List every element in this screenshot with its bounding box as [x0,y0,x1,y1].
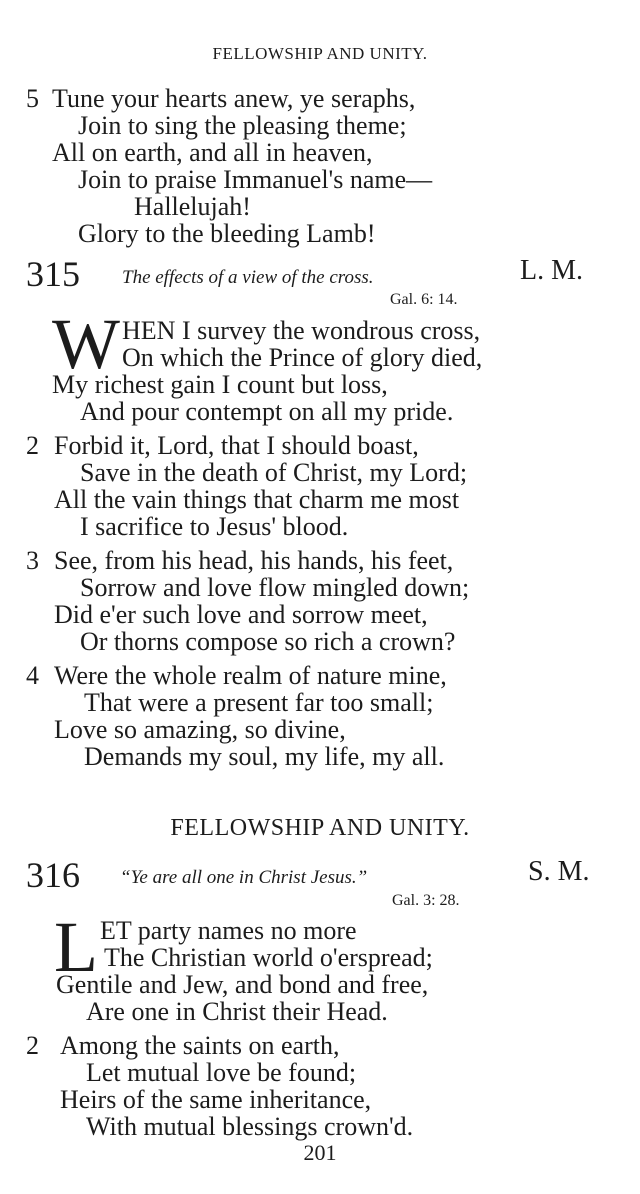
drop-cap: W [52,304,120,384]
verse-line: Among the saints on earth, [60,1031,340,1060]
verse-line: The Christian world o'erspread; [104,943,433,972]
verse-line: Heirs of the same inheritance, [60,1085,372,1114]
hymn-meter: L. M. [520,255,583,286]
verse-line: My richest gain I count but loss, [52,370,388,399]
verse-line: Join to praise Immanuel's name— [78,165,433,194]
section-heading: FELLOWSHIP AND UNITY. [170,815,470,841]
verse-line: Gentile and Jew, and bond and free, [56,970,429,999]
hymn-number: 315 [26,254,80,294]
hymn-number: 316 [26,855,80,895]
verse-line: Love so amazing, so divine, [54,715,346,744]
page-number: 201 [303,1140,337,1165]
verse-line: Sorrow and love flow mingled down; [80,573,470,602]
verse-line: Demands my soul, my life, my all. [84,742,445,771]
verse-line: Join to sing the pleasing theme; [78,111,407,140]
verse-line: Hallelujah! [134,192,251,221]
verse-line: Forbid it, Lord, that I should boast, [54,431,419,460]
verse-line: Were the whole realm of nature mine, [54,661,447,690]
stanza-number: 2 [26,431,39,460]
verse-line: With mutual blessings crown'd. [86,1112,414,1141]
verse-line-text: I survey the wondrous cross, [181,316,481,345]
verse-line: On which the Prince of glory died, [122,343,483,372]
stanza-number: 2 [26,1031,39,1060]
first-word: ET [100,916,132,945]
verse-line: I sacrifice to Jesus' blood. [80,512,349,541]
verse-line [122,316,480,346]
verse-line-text: party names no more [137,916,357,945]
hymn-subtitle: “Ye are all one in Christ Jesus.” [120,867,368,888]
drop-cap: L [54,907,98,987]
verse-line: All the vain things that charm me most [54,485,460,514]
stanza-number: 4 [26,661,39,690]
first-word: HEN [122,316,176,345]
verse-line: That were a present far too small; [84,688,434,717]
verse-line: Glory to the bleeding Lamb! [78,219,376,248]
verse-line: Save in the death of Christ, my Lord; [80,458,468,487]
verse-line: All on earth, and all in heaven, [52,138,373,167]
hymn-subtitle: The effects of a view of the cross. [122,267,374,288]
verse-line: Are one in Christ their Head. [86,997,388,1026]
running-head: FELLOWSHIP AND UNITY. [212,44,428,63]
stanza-number: 3 [26,546,39,575]
verse-line: And pour contempt on all my pride. [80,397,454,426]
verse-line [100,916,357,946]
scripture-reference: Gal. 6: 14. [390,291,458,308]
verse-line: See, from his head, his hands, his feet, [54,546,454,575]
verse-line: Did e'er such love and sorrow meet, [54,600,428,629]
scripture-reference: Gal. 3: 28. [392,892,460,909]
verse-line: Tune your hearts anew, ye seraphs, [52,84,416,113]
hymn-meter: S. M. [528,856,590,887]
verse-line: Or thorns compose so rich a crown? [80,627,456,656]
stanza-number: 5 [26,84,39,113]
verse-line: Let mutual love be found; [86,1058,357,1087]
